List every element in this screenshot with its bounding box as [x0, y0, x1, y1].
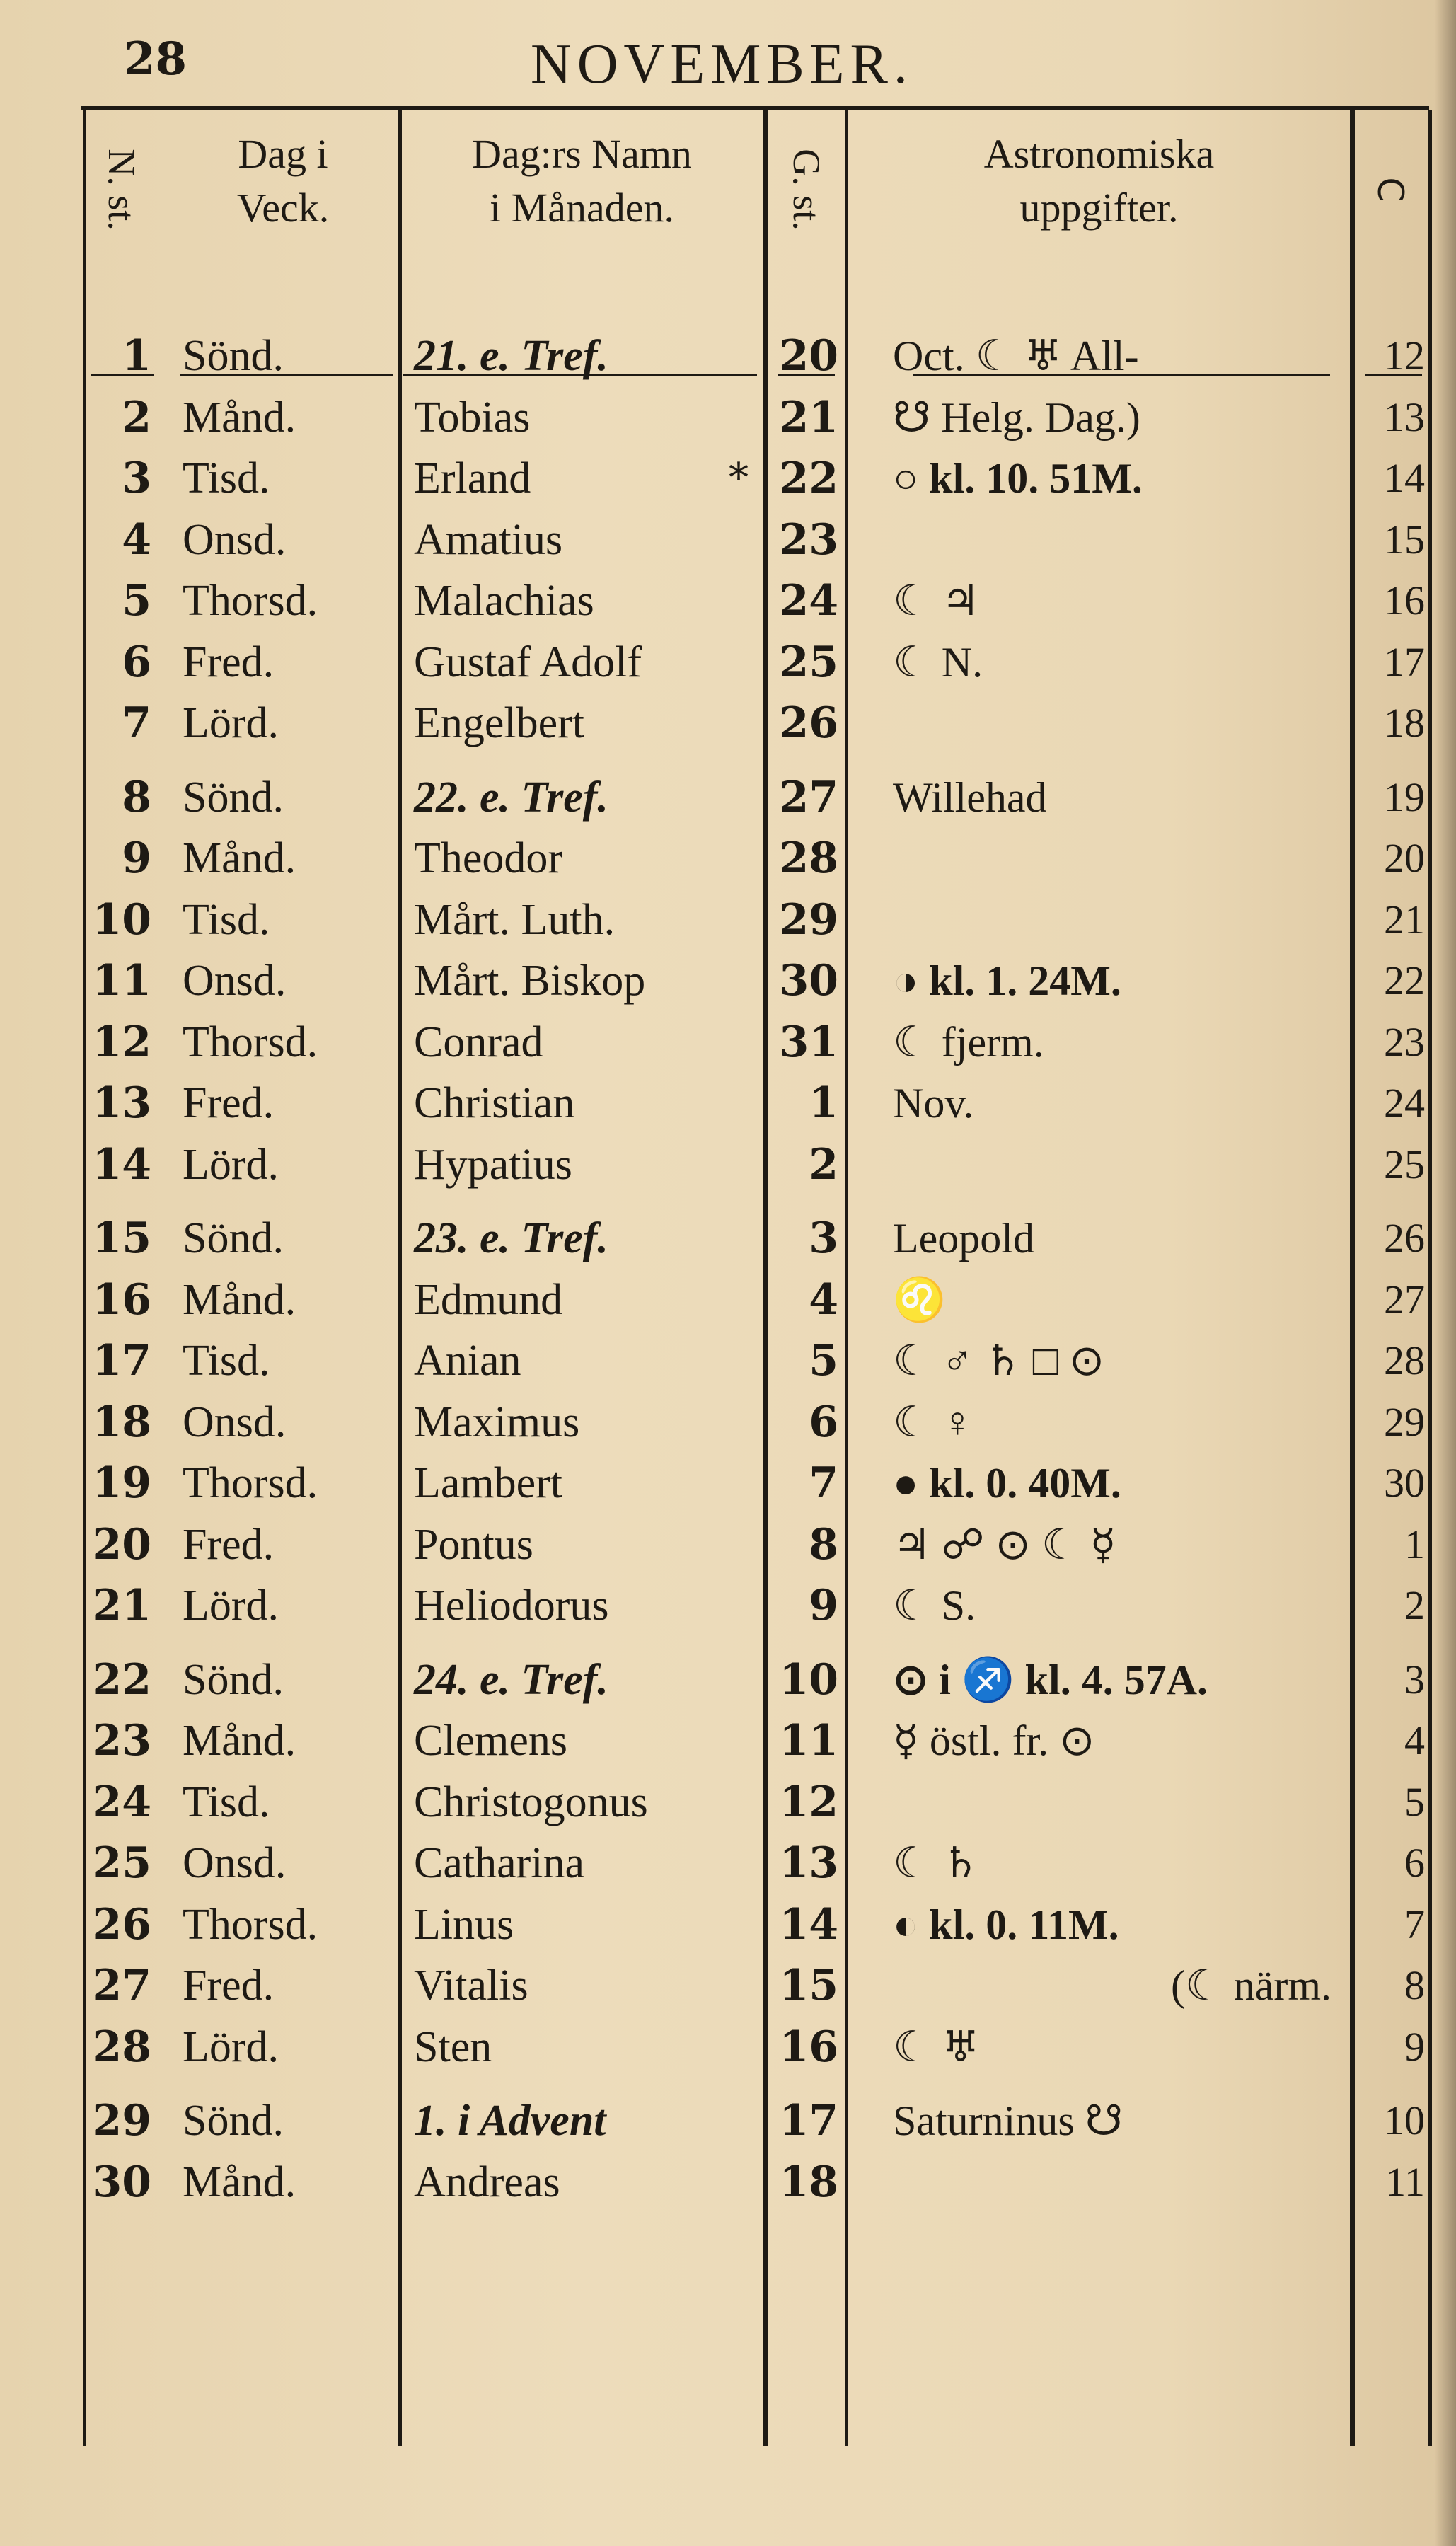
weekday: Tisd. [183, 1778, 270, 1826]
moon-age: 28 [1384, 1337, 1425, 1383]
astronomical-note: ☾ ♅ [893, 2023, 980, 2070]
day-name: Gustaf Adolf [414, 638, 642, 686]
weekday: Thorsd. [183, 577, 318, 625]
moon-age: 27 [1384, 1276, 1425, 1323]
table-row [0, 509, 1456, 570]
old-style-day: 5 [809, 1336, 838, 1386]
weekday: Sönd. [183, 1214, 284, 1262]
astronomical-note: ◑ kl. 1. 24M. [893, 957, 1121, 1004]
table-row [0, 1269, 1456, 1330]
header-old-style: G. st. [785, 149, 828, 231]
moon-age: 13 [1384, 393, 1425, 440]
day-name: Malachias [414, 577, 594, 625]
old-style-day: 8 [809, 1519, 838, 1569]
day-name: Maximus [414, 1398, 580, 1446]
astronomical-note: ♃ ☍ ⊙ ☾ ☿ [893, 1521, 1116, 1568]
astronomical-note: ☾ ♂ ♄ □ ⊙ [893, 1337, 1105, 1384]
day-number: 3 [122, 454, 151, 503]
top-rule [81, 106, 1429, 110]
weekday: Lörd. [183, 1582, 279, 1630]
day-number: 13 [92, 1078, 151, 1128]
table-row [0, 1833, 1456, 1894]
astronomical-note: (☾ närm. [1170, 1962, 1331, 2009]
weekday: Lörd. [183, 699, 279, 747]
header-astronomical: Astronomiska uppgifter. [983, 131, 1215, 231]
astronomical-note: ☾ ♃ [893, 577, 980, 624]
table-row [0, 326, 1456, 386]
table-row [0, 767, 1456, 828]
old-style-day: 6 [809, 1397, 838, 1447]
table-row [0, 950, 1456, 1011]
moon-age: 16 [1384, 577, 1425, 623]
weekday: Thorsd. [183, 1459, 318, 1507]
day-number: 24 [92, 1777, 151, 1827]
weekday: Fred. [183, 1520, 275, 1569]
old-style-day: 20 [779, 331, 838, 381]
day-number: 7 [122, 698, 151, 748]
day-number: 27 [92, 1961, 151, 2010]
table-row [0, 828, 1456, 889]
day-name: Catharina [414, 1839, 585, 1887]
astronomical-note: Oct. ☾ ♅ All- [893, 333, 1139, 379]
day-name: Edmund [414, 1275, 563, 1324]
table-row [0, 1710, 1456, 1771]
day-number: 28 [92, 2022, 151, 2072]
weekday: Tisd. [183, 895, 270, 944]
day-number: 5 [122, 576, 151, 626]
day-number: 8 [122, 772, 151, 822]
day-number: 26 [92, 1899, 151, 1949]
astronomical-note: ☾ S. [893, 1582, 976, 1629]
table-row [0, 1330, 1456, 1391]
day-name: Heliodorus [414, 1582, 609, 1630]
weekday: Fred. [183, 1079, 275, 1127]
day-name: 23. e. Tref. [414, 1214, 608, 1262]
table-row [0, 387, 1456, 448]
astronomical-note: ☾ fjerm. [893, 1018, 1044, 1066]
old-style-day: 14 [779, 1899, 838, 1949]
table-row [0, 1208, 1456, 1269]
day-number: 18 [92, 1397, 151, 1447]
table-row [0, 1514, 1456, 1575]
table-row [0, 1392, 1456, 1453]
day-name: Erland [414, 454, 531, 502]
day-number: 30 [92, 2157, 151, 2207]
weekday: Sönd. [183, 1655, 284, 1704]
table-row [0, 448, 1456, 509]
weekday: Sönd. [183, 2097, 284, 2145]
moon-age: 5 [1404, 1778, 1425, 1825]
day-number: 11 [92, 956, 151, 1006]
weekday: Onsd. [183, 1839, 287, 1887]
weekday: Tisd. [183, 454, 270, 502]
old-style-day: 26 [779, 698, 838, 748]
day-number: 16 [92, 1274, 151, 1325]
day-name: Andreas [414, 2158, 560, 2206]
day-name: 24. e. Tref. [414, 1655, 608, 1704]
day-name: Anian [414, 1337, 521, 1385]
header-day-names: Dag:rs Namn i Månaden. [472, 131, 692, 231]
old-style-day: 9 [809, 1581, 838, 1630]
table-row [0, 632, 1456, 693]
moon-age: 12 [1384, 333, 1425, 379]
old-style-day: 12 [779, 1777, 838, 1827]
moon-age: 30 [1384, 1460, 1425, 1506]
weekday: Månd. [183, 2158, 296, 2206]
moon-age: 25 [1384, 1141, 1425, 1187]
old-style-day: 29 [779, 894, 838, 945]
moon-age: 21 [1384, 896, 1425, 943]
table-row [0, 1955, 1456, 2016]
moon-age: 7 [1404, 1901, 1425, 1947]
astronomical-note: ☿ östl. fr. ⊙ [893, 1717, 1095, 1764]
table-row [0, 570, 1456, 631]
day-number: 1 [122, 331, 151, 381]
old-style-day: 15 [779, 1961, 838, 2010]
old-style-day: 2 [809, 1139, 838, 1190]
day-number: 4 [122, 514, 151, 565]
day-number: 19 [92, 1458, 151, 1508]
header-weekday: Dag i Veck. [236, 131, 330, 231]
day-number: 15 [92, 1214, 151, 1263]
moon-age: 9 [1404, 2023, 1425, 2070]
weekday: Lörd. [183, 2022, 279, 2071]
table-row [0, 1073, 1456, 1134]
table-row [0, 1649, 1456, 1710]
moon-age: 23 [1384, 1018, 1425, 1065]
old-style-day: 31 [779, 1017, 838, 1067]
moon-age: 18 [1384, 700, 1425, 746]
astronomical-note: ☾ ♄ [893, 1840, 980, 1887]
star-mark: * [729, 455, 749, 501]
day-name: Pontus [414, 1520, 533, 1569]
day-number: 25 [92, 1838, 151, 1888]
moon-age: 11 [1385, 2158, 1425, 2205]
weekday: Lörd. [183, 1140, 279, 1189]
day-number: 6 [122, 637, 151, 687]
table-row [0, 693, 1456, 754]
page-number: 28 [124, 33, 187, 86]
weekday: Sönd. [183, 332, 284, 380]
header-moon-age: Ⅽ [1370, 177, 1410, 202]
day-name: Mårt. Luth. [414, 895, 616, 944]
table-row [0, 1894, 1456, 1955]
moon-age: 2 [1404, 1582, 1425, 1628]
old-style-day: 22 [779, 454, 838, 503]
moon-age: 6 [1404, 1840, 1425, 1886]
astronomical-note: ♌ [893, 1276, 946, 1323]
day-number: 12 [92, 1017, 151, 1067]
day-name: Hypatius [414, 1140, 572, 1189]
header-new-style: N. st. [100, 149, 143, 231]
day-number: 10 [92, 894, 151, 945]
astronomical-note: Saturninus ☋ [893, 2097, 1123, 2144]
old-style-day: 3 [809, 1214, 838, 1263]
day-name: Theodor [414, 834, 563, 882]
old-style-day: 25 [779, 637, 838, 687]
moon-age: 24 [1384, 1080, 1425, 1126]
moon-age: 20 [1384, 835, 1425, 881]
weekday: Fred. [183, 638, 275, 686]
weekday: Onsd. [183, 515, 287, 564]
old-style-day: 27 [779, 772, 838, 822]
weekday: Thorsd. [183, 1018, 318, 1066]
table-row [0, 2152, 1456, 2213]
month-title: NOVEMBER. [531, 33, 913, 96]
old-style-day: 17 [779, 2096, 838, 2145]
day-name: Clemens [414, 1717, 567, 1765]
moon-age: 10 [1384, 2097, 1425, 2143]
astronomical-note: ☾ ♀ [893, 1398, 973, 1446]
moon-age: 14 [1384, 455, 1425, 501]
day-name: Sten [414, 2022, 492, 2071]
old-style-day: 23 [779, 514, 838, 565]
astronomical-note: ☾ N. [893, 638, 983, 686]
astronomical-note: Willehad [893, 773, 1047, 821]
day-name: Amatius [414, 515, 563, 564]
old-style-day: 16 [779, 2022, 838, 2072]
day-name: 22. e. Tref. [414, 773, 608, 822]
weekday: Månd. [183, 393, 296, 442]
weekday: Månd. [183, 1717, 296, 1765]
moon-age: 22 [1384, 957, 1425, 1003]
old-style-day: 18 [779, 2157, 838, 2207]
old-style-day: 11 [779, 1716, 838, 1766]
day-number: 29 [92, 2096, 151, 2145]
table-row [0, 1012, 1456, 1073]
astronomical-note: Leopold [893, 1215, 1034, 1262]
old-style-day: 21 [779, 392, 838, 442]
day-name: Engelbert [414, 699, 585, 747]
weekday: Fred. [183, 1962, 275, 2010]
day-number: 21 [92, 1581, 151, 1630]
day-name: Tobias [414, 393, 531, 442]
table-row [0, 1453, 1456, 1514]
astronomical-note: Nov. [893, 1080, 974, 1127]
astronomical-note: ☋ Helg. Dag.) [893, 393, 1140, 441]
old-style-day: 4 [809, 1274, 838, 1325]
astronomical-note: ◐ kl. 0. 11M. [893, 1901, 1119, 1948]
day-name: Christogonus [414, 1778, 648, 1826]
day-name: Lambert [414, 1459, 563, 1507]
day-number: 9 [122, 834, 151, 883]
weekday: Onsd. [183, 1398, 287, 1446]
old-style-day: 7 [809, 1458, 838, 1508]
day-name: Mårt. Biskop [414, 957, 646, 1005]
day-name: Conrad [414, 1018, 543, 1066]
old-style-day: 10 [779, 1654, 838, 1705]
page-edge-shadow [1435, 0, 1456, 2546]
old-style-day: 30 [779, 956, 838, 1006]
moon-age: 19 [1384, 773, 1425, 820]
astronomical-note: ⊙ i ♐ kl. 4. 57A. [893, 1656, 1208, 1703]
astronomical-note: ○ kl. 10. 51M. [893, 455, 1143, 502]
old-style-day: 24 [779, 576, 838, 626]
moon-age: 1 [1404, 1521, 1425, 1567]
moon-age: 15 [1384, 516, 1425, 563]
old-style-day: 28 [779, 834, 838, 883]
day-number: 20 [92, 1519, 151, 1569]
moon-age: 17 [1384, 638, 1425, 685]
astronomical-note: ● kl. 0. 40M. [893, 1460, 1121, 1507]
table-header [0, 113, 1456, 276]
table-row [0, 2090, 1456, 2151]
day-number: 2 [122, 392, 151, 442]
moon-age: 8 [1404, 1962, 1425, 2008]
old-style-day: 13 [779, 1838, 838, 1888]
weekday: Månd. [183, 834, 296, 882]
weekday: Sönd. [183, 773, 284, 822]
day-name: 1. i Advent [414, 2097, 606, 2145]
day-name: Christian [414, 1079, 575, 1127]
table-row [0, 889, 1456, 950]
day-number: 22 [92, 1654, 151, 1705]
old-style-day: 1 [809, 1078, 838, 1128]
day-number: 14 [92, 1139, 151, 1190]
day-number: 23 [92, 1716, 151, 1766]
table-row [0, 1772, 1456, 1833]
weekday: Månd. [183, 1275, 296, 1324]
table-row [0, 1575, 1456, 1636]
weekday: Tisd. [183, 1337, 270, 1385]
moon-age: 4 [1404, 1717, 1425, 1763]
table-row [0, 2017, 1456, 2078]
moon-age: 26 [1384, 1215, 1425, 1261]
weekday: Onsd. [183, 957, 287, 1005]
table-row [0, 1134, 1456, 1195]
day-name: Vitalis [414, 1962, 528, 2010]
moon-age: 29 [1384, 1398, 1425, 1445]
day-number: 17 [92, 1336, 151, 1386]
day-name: Linus [414, 1900, 514, 1949]
day-name: 21. e. Tref. [414, 332, 608, 380]
moon-age: 3 [1404, 1656, 1425, 1703]
weekday: Thorsd. [183, 1900, 318, 1949]
